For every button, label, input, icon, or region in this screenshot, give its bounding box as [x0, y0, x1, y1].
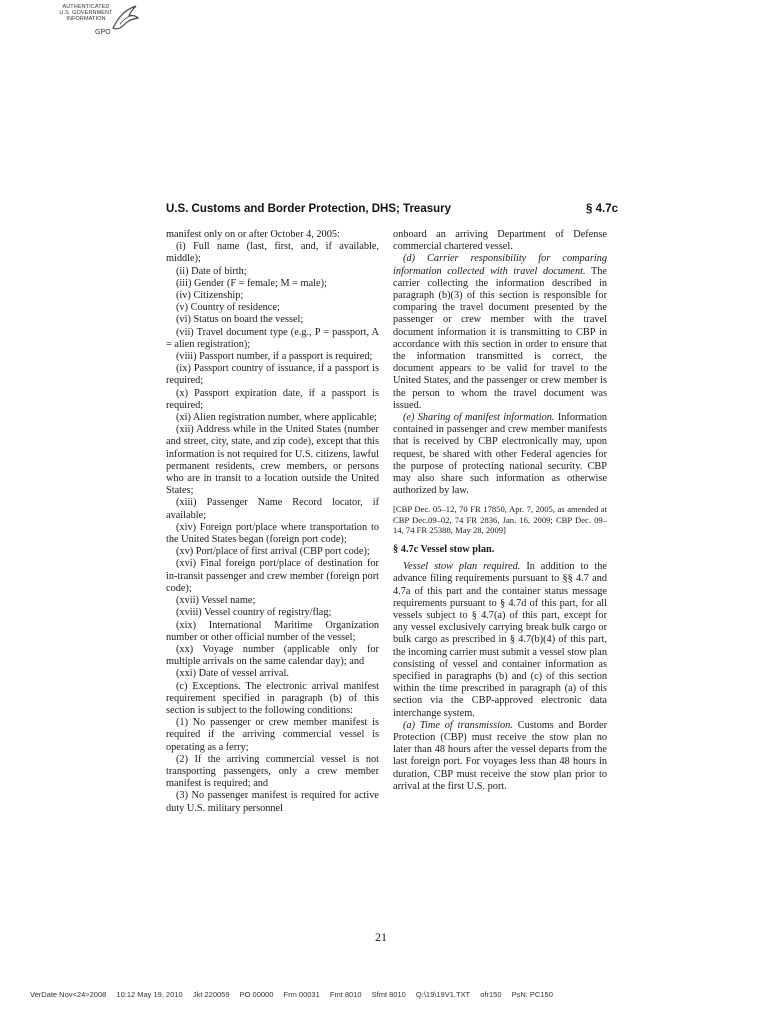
print-footer — [30, 990, 750, 999]
paragraph-a — [393, 720, 607, 793]
paragraph: (xx) Voyage number (applicable only for multiple arrivals on the same calendar day); and — [166, 643, 379, 668]
paragraph: (x) Passport expiration date, if a passport is required; — [166, 387, 379, 411]
footer-field: PO 00000 — [239, 990, 274, 999]
page-number: 21 — [375, 930, 387, 944]
stamp-line: U.S. GOVERNMENT — [59, 10, 113, 16]
footer-field: Fmt 8010 — [329, 990, 362, 999]
paragraph: (xix) International Maritime Organization number or other official number of the vessel; — [166, 619, 379, 643]
paragraph: onboard an arriving Department of Defense commercial chartered vessel. — [393, 229, 607, 253]
paragraph: (c) Exceptions. The electronic arrival manifest requirement specified in paragraph (b) of this section is subject to the following conditions: — [166, 680, 379, 716]
authentication-stamp — [55, 4, 145, 44]
paragraph-body: Information contained in passenger and crew member manifests that is received by CBP electronically may, upon request, be shared with other Federal agencies for the purpose of protecting national security. CBP may also share such information as otherwise authorized by law. — [393, 412, 607, 497]
footer-field: Frm 00031 — [283, 990, 320, 999]
paragraph: (3) No passenger manifest is required for active duty U.S. military personnel — [166, 790, 379, 814]
paragraph: (xxi) Date of vessel arrival. — [176, 668, 289, 680]
stamp-line: AUTHENTICATED — [62, 4, 110, 10]
paragraph: (v) Country of residence; — [176, 302, 280, 314]
stamp-gpo: GPO — [95, 29, 111, 36]
paragraph: (xii) Address while in the United States (number and street, city, state, and zip code), except that this information is not required for U.S. citizens, lawful permanent residents, crew members, or persons who are in transit to a location outside the United States; — [166, 424, 379, 497]
paragraph-heading: (e) Sharing of manifest information. — [403, 412, 555, 424]
paragraph: (iii) Gender (F = female; M = male); — [176, 277, 327, 289]
eagle-logo-icon — [110, 4, 140, 32]
paragraph: (vii) Travel document type (e.g., P = passport, A = alien registration); — [166, 326, 379, 350]
left-column — [166, 229, 379, 815]
paragraph: (ix) Passport country of issuance, if a passport is required; — [166, 363, 379, 387]
paragraph: (1) No passenger or crew member manifest is required if the arriving commercial vessel is operating as a ferry; — [166, 717, 379, 753]
source-citation: [CBP Dec. 05–12, 70 FR 17850, Apr. 7, 2005, as amended at CBP Dec.09–02, 74 FR 2836, Jan. 16, 2009; CBP Dec. 09–14, 74 FR 25388, May 28, 2009] — [393, 504, 607, 536]
paragraph-d — [393, 253, 607, 412]
footer-field: Q:\19\19V1.TXT — [415, 990, 471, 999]
paragraph: (ii) Date of birth; — [176, 265, 247, 277]
paragraph: (xviii) Vessel country of registry/flag; — [176, 607, 332, 619]
stamp-line: INFORMATION — [66, 16, 106, 22]
paragraph-heading: (d) Carrier responsibility for comparing information collected with travel document. — [393, 253, 607, 277]
footer-field: 10:12 May 19, 2010 — [116, 990, 183, 999]
paragraph-stow — [393, 561, 607, 720]
paragraph: (xv) Port/place of first arrival (CBP port code); — [176, 546, 370, 558]
paragraph: (iv) Citizenship; — [176, 290, 244, 302]
running-head — [166, 203, 618, 219]
footer-field: Sfmt 8010 — [371, 990, 406, 999]
footer-field: ofr150 — [480, 990, 502, 999]
paragraph-heading: Vessel stow plan required. — [403, 561, 521, 573]
paragraph-heading: (a) Time of transmission. — [403, 719, 513, 731]
paragraph: (2) If the arriving commercial vessel is not transporting passengers, only a crew member manifest is required; and — [166, 753, 379, 790]
footer-field: PsN: PC150 — [511, 990, 553, 999]
paragraph: (xiii) Passenger Name Record locator, if available; — [166, 497, 379, 521]
paragraph: (i) Full name (last, first, and, if available, middle); — [166, 241, 379, 265]
paragraph: manifest only on or after October 4, 2005: — [166, 229, 340, 240]
footer-field: Jkt 220059 — [192, 990, 230, 999]
paragraph: (viii) Passport number, if a passport is required; — [176, 351, 373, 363]
paragraph-body: The carrier collecting the information described in paragraph (b)(3) of this section is responsible for comparing the travel document presented by the passenger or crew member with the travel document information it is transmitting to CBP in accordance with this section in order to ensure that the information transmitted is correct, the document appears to be valid for travel to the United States, and the passenger or crew member is the person to whom the travel document was issued. — [393, 265, 607, 411]
paragraph: (xvi) Final foreign port/place of destination for in-transit passenger and crew member (foreign port code); — [166, 558, 379, 594]
paragraph: (vi) Status on board the vessel; — [176, 314, 304, 326]
footer-field: VerDate Nov<24>2008 — [30, 990, 107, 999]
paragraph-e — [393, 412, 607, 497]
stamp-text — [55, 4, 117, 22]
running-head-section: § 4.7c — [586, 203, 618, 215]
running-head-title: U.S. Customs and Border Protection, DHS; Treasury — [166, 203, 452, 215]
paragraph: (xi) Alien registration number, where applicable; — [176, 412, 377, 424]
paragraph: (xvii) Vessel name; — [176, 595, 256, 607]
section-heading: § 4.7c Vessel stow plan. — [393, 543, 495, 555]
paragraph-body: Customs and Border Protection (CBP) must receive the stow plan no later than 48 hours after the vessel departs from the last foreign port. For voyages less than 48 hours in duration, CBP must receive the stow plan prior to arrival at the first U.S. port. — [393, 719, 607, 792]
paragraph: (xiv) Foreign port/place where transportation to the United States began (foreign port code); — [166, 521, 379, 546]
paragraph-body: In addition to the advance filing requirements pursuant to §§ 4.7 and 4.7a of this part and the container status message requirements pursuant to § 4.7d of this part, for all vessels subject to § 4.7(a) of this part, except for any vessel exclusively carrying break bulk cargo or bulk cargo as prescribed in § 4.7(b)(4) of this part, the incoming carrier must submit a vessel stow plan consisting of vessel and container information as specified in paragraphs (b) and (c) of this section within the time prescribed in paragraph (a) of this section via the CBP-approved electronic data interchange system. — [393, 561, 607, 719]
right-column — [393, 229, 607, 793]
